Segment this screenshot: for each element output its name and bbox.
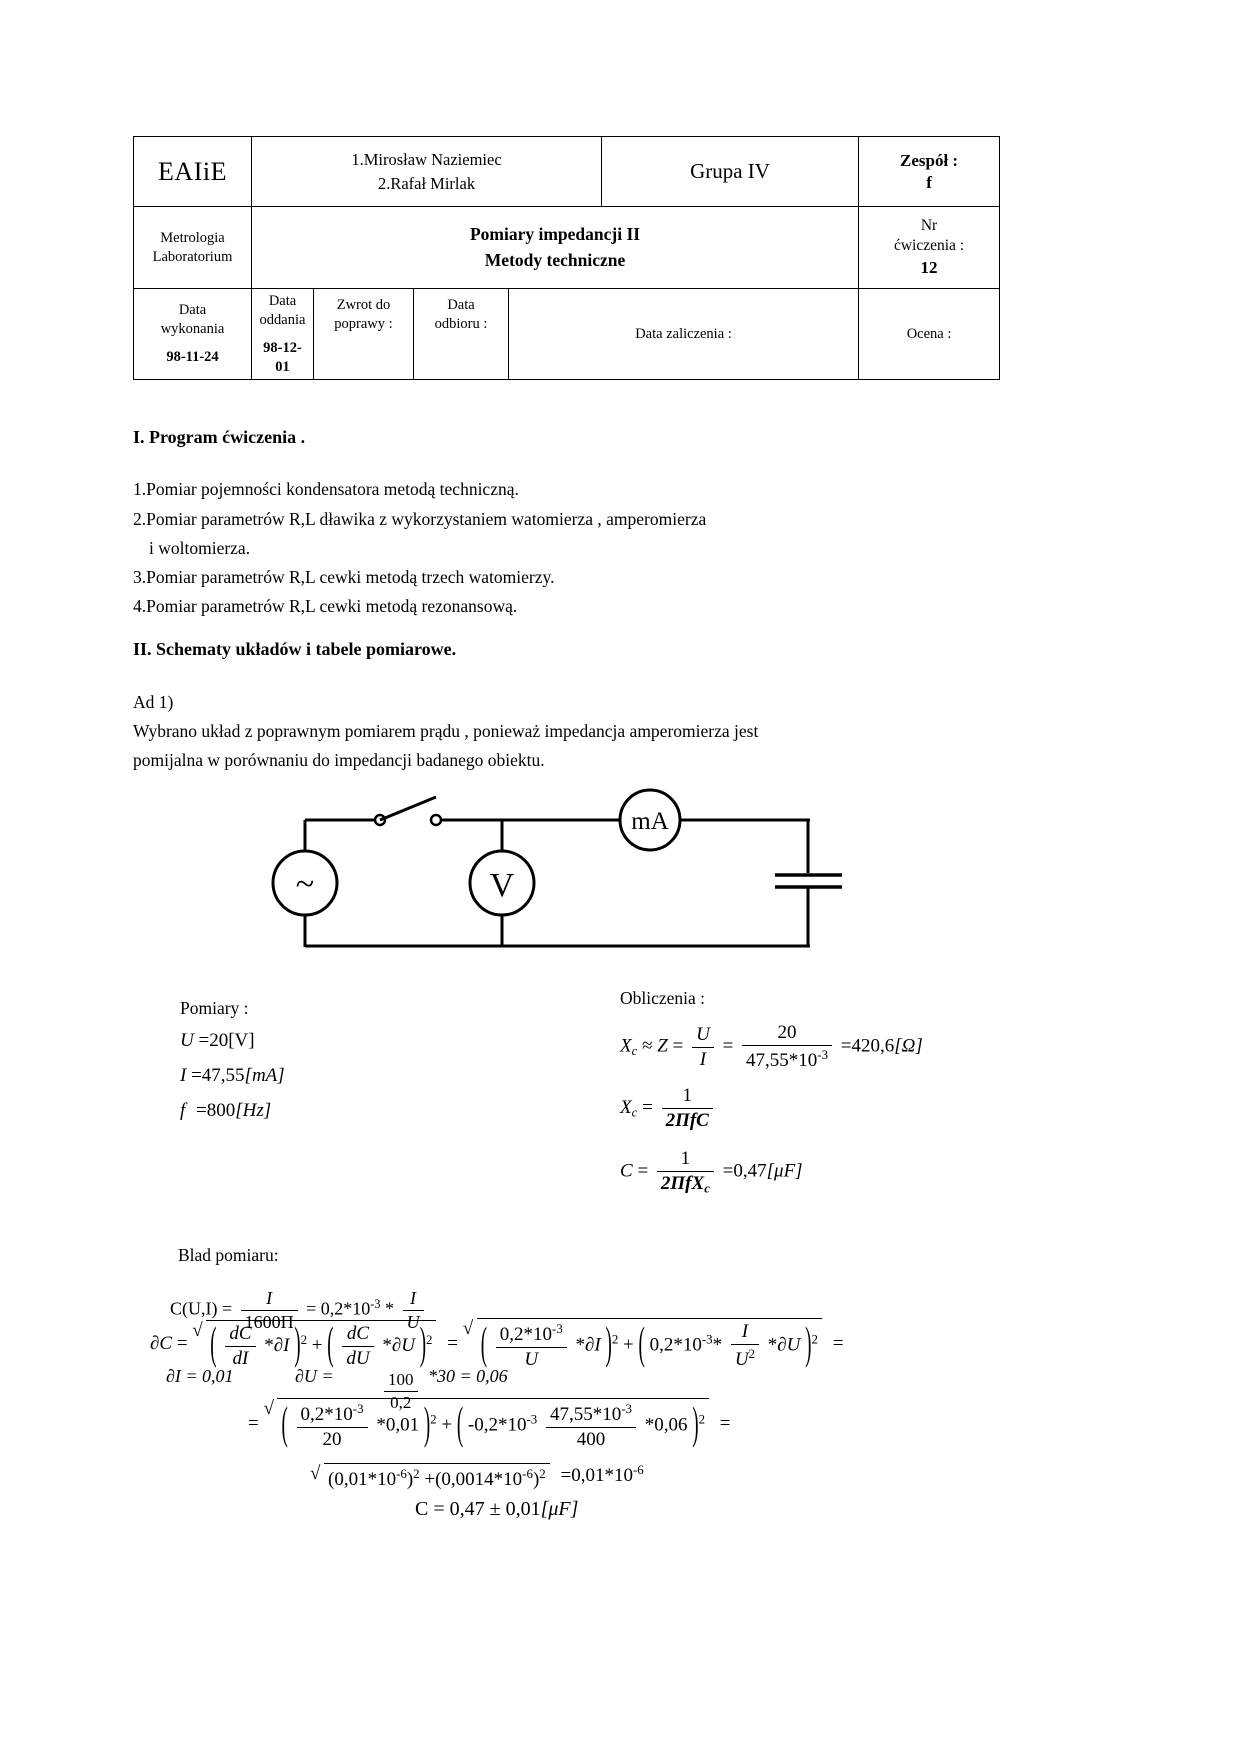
error-final-text: C = 0,47 ± 0,01 [415, 1498, 541, 1520]
ad1-label: Ad 1) [133, 692, 174, 712]
measurement-unit-f: [Hz] [235, 1100, 272, 1121]
error-cui-frac1-num: I [266, 1288, 273, 1308]
error-line1-dC-2: dC [346, 1322, 370, 1344]
error-line2-paren-r2: ) [692, 1399, 699, 1451]
error-final-result [415, 1498, 578, 1521]
error-line3-sq2: 2 [539, 1465, 546, 1481]
error-line1-r2-den-U: U [734, 1349, 749, 1371]
exercise-title-line-2: Metody techniczne [484, 249, 626, 270]
error-line1-sq1: 2 [300, 1331, 308, 1347]
calc-eq-2 [620, 1085, 717, 1132]
error-partial-U-tail-text: *30 = 0,06 [428, 1366, 508, 1386]
receipt-cell[interactable] [414, 289, 509, 380]
error-line1-frac-dCdI [225, 1323, 255, 1370]
error-line3-b: 0,0014*10 [441, 1468, 523, 1490]
error-line1-sq4: 2 [811, 1331, 818, 1347]
calc1-approx: ≈ [642, 1035, 653, 1057]
error-line1-star-1: * [264, 1334, 274, 1356]
error-line2-sqrt [263, 1398, 709, 1451]
calc1-eq: = [672, 1035, 684, 1057]
measurement-eq-f: = [196, 1100, 207, 1121]
error-line1-tail: = [832, 1332, 844, 1354]
error-cui-exp: -3 [370, 1296, 381, 1311]
program-item-3: 3.Pomiar parametrów R,L cewki metodą trzech watomierzy. [133, 567, 555, 587]
measurement-value-f: 800 [206, 1100, 236, 1121]
error-line2-t2-den: 400 [546, 1427, 636, 1451]
exercise-title-line-1: Pomiary impedancji II [469, 224, 641, 245]
error-line-3 [310, 1462, 644, 1491]
error-line3-eq: = [560, 1465, 572, 1487]
receipt-label-1: Data [447, 297, 475, 313]
ac-source-label: ~ [295, 866, 315, 903]
error-line1-paren-r4: ) [805, 1319, 812, 1371]
error-cui-coeff: 0,2*10 [320, 1298, 371, 1319]
error-line1-plus-a: + [311, 1334, 323, 1356]
measurement-unit-I: [mA] [244, 1065, 285, 1086]
error-line1-r1-var: ∂I [585, 1334, 601, 1356]
calc3-eq: = [637, 1160, 649, 1182]
circuit-svg [250, 775, 870, 965]
section-1-heading: I. Program ćwiczenia . [133, 427, 306, 447]
error-final-unit: [μF] [540, 1498, 579, 1520]
course-line-1: Metrologia [160, 229, 225, 246]
error-line3-radicand [324, 1463, 550, 1491]
calc3-den [657, 1171, 714, 1197]
date-done-label-2: wykonania [160, 321, 225, 338]
calc1-lhs-sub: c [631, 1043, 638, 1059]
calc3-den-sub: c [704, 1180, 710, 1196]
calc1-frac2-num: 20 [777, 1022, 797, 1043]
calc-eq-3 [620, 1148, 803, 1197]
voltmeter-label: V [489, 867, 515, 904]
error-line2-t1-val: 0,01 [385, 1414, 420, 1436]
measurements-heading: Pomiary : [180, 998, 249, 1018]
calc3-num: 1 [680, 1148, 691, 1169]
error-line2-paren-r1: ) [423, 1399, 431, 1451]
measurement-symbol-U: U [180, 1030, 194, 1051]
error-line2-sq1: 2 [430, 1411, 437, 1427]
calc3-result: 0,47 [733, 1160, 767, 1182]
error-line3-b-exp: -6 [522, 1465, 533, 1481]
credit-label: Data zaliczenia : [635, 325, 732, 342]
calc1-frac2-den-star: * [788, 1050, 799, 1072]
error-line1-radicand-2 [477, 1318, 822, 1371]
faculty-cell: EAIiE [134, 137, 252, 207]
calc2-num: 1 [682, 1085, 692, 1106]
calc1-frac1-num: U [696, 1023, 710, 1045]
error-cui-eq: = [306, 1298, 317, 1319]
error-line1-r1-den: U [496, 1347, 567, 1371]
error-line3-paren-l2: ( [435, 1468, 442, 1490]
ad1-text-line-1: Wybrano układ z poprawnym pomiarem prądu , ponieważ impedancja amperomierza jest [133, 721, 759, 741]
error-partial-U-text: ∂U = [295, 1366, 334, 1386]
error-line2-plus: + [441, 1414, 453, 1436]
calc3-den-a: 2ΠfX [660, 1173, 705, 1194]
error-line3-radical-icon: √ [310, 1462, 321, 1484]
error-line1-dU-var: ∂U [391, 1334, 415, 1356]
team-label: Zespół : [899, 151, 959, 171]
error-line2-t2-num-a: 47,55*10 [549, 1404, 622, 1426]
error-line3-a-exp: -6 [396, 1465, 407, 1481]
error-line-1 [150, 1318, 843, 1371]
error-partial-I-text: ∂I = 0,01 [166, 1366, 234, 1386]
error-cui-star: * [385, 1298, 394, 1319]
error-line1-paren-r3: ) [605, 1319, 612, 1371]
date-given-value: 98-12-01 [263, 339, 302, 375]
error-heading: Blad pomiaru: [178, 1245, 279, 1265]
calc2-fraction [662, 1085, 713, 1132]
date-given-label-1: Data [268, 293, 297, 309]
error-line1-r2-star2: * [767, 1334, 778, 1356]
error-line1-paren-r2: ) [419, 1319, 427, 1371]
error-line1-paren-r1: ) [294, 1319, 301, 1371]
calc1-lhs: X [620, 1035, 632, 1057]
date-done-label-1: Data [178, 302, 207, 319]
error-line2-t1-den: 20 [297, 1427, 368, 1451]
calc1-frac1-den: I [692, 1047, 714, 1071]
error-line1-radicand [206, 1320, 436, 1370]
error-line2-radical-icon: √ [263, 1398, 274, 1419]
calc3-fraction [657, 1148, 714, 1197]
error-line1-lhs: ∂C [150, 1332, 173, 1354]
measurement-symbol-f: f [180, 1100, 186, 1121]
switch-contact-right-icon [431, 815, 441, 825]
team-cell [859, 137, 1000, 207]
error-line1-paren-l1: ( [210, 1319, 217, 1371]
measurement-row-I [180, 1065, 285, 1087]
calc1-fraction-value [742, 1022, 832, 1072]
error-line2-frac-2 [546, 1401, 636, 1451]
error-line3-res: 0,01*10 [571, 1465, 633, 1487]
error-line3-a: 0,01*10 [334, 1468, 397, 1490]
circuit-diagram [250, 775, 870, 970]
error-cui-frac1-den: 1600Π [241, 1310, 298, 1333]
error-line2-t2-num [546, 1401, 636, 1427]
error-line3-paren-l1: ( [328, 1468, 335, 1490]
calc1-frac2-den [742, 1045, 832, 1072]
date-done-cell[interactable] [134, 289, 252, 380]
calc1-z: Z [657, 1035, 668, 1057]
error-line2-tail: = [719, 1412, 731, 1434]
error-line1-sq3: 2 [611, 1331, 619, 1347]
error-line1-plus: + [623, 1334, 634, 1356]
error-line1-r1-exp: -3 [552, 1321, 563, 1336]
author-1: 1.Mirosław Naziemiec [351, 150, 502, 170]
authors-cell [252, 137, 602, 207]
calc2-lhs: X [620, 1096, 632, 1118]
calc1-eq3: = [840, 1035, 852, 1057]
return-cell[interactable] [314, 289, 414, 380]
calc3-lhs: C [620, 1160, 633, 1182]
measurement-eq-I: = [191, 1065, 202, 1086]
error-line1-frac-r2 [731, 1321, 759, 1371]
date-done-value: 98-11-24 [166, 349, 219, 366]
calc1-unit: [Ω] [894, 1035, 923, 1057]
return-label-1: Zwrot do [336, 297, 391, 313]
error-partial-U-den: 0,2 [384, 1391, 418, 1413]
error-line3-paren-r1: ) [406, 1468, 414, 1490]
measurement-row-U [180, 1030, 255, 1052]
course-cell [134, 207, 252, 289]
course-line-2: Laboratorium [152, 248, 233, 265]
error-line1-dC-1: dC [229, 1322, 252, 1344]
error-cui-label: C(U,I) = [170, 1298, 233, 1319]
nr-label-line-1: Nr [920, 217, 938, 235]
error-line1-r1-num [496, 1321, 567, 1347]
error-line2-paren-l2: ( [456, 1399, 464, 1451]
error-line3-sqrt [310, 1463, 550, 1491]
receipt-label-2: odbioru : [434, 315, 488, 332]
error-line2-t2-val: 0,06 [654, 1414, 688, 1436]
error-line1-radical-icon: √ [192, 1319, 203, 1341]
error-line2-t2-exp: -3 [526, 1411, 538, 1427]
calc3-unit: [μF] [766, 1160, 803, 1182]
grade-label: Ocena : [906, 325, 952, 342]
calc1-frac2-den-b: 10 [798, 1050, 818, 1072]
exercise-number-cell [859, 207, 1000, 289]
error-line1-r2-den-exp: 2 [748, 1346, 756, 1361]
section-2-heading: II. Schematy układów i tabele pomiarowe. [133, 639, 457, 659]
error-line1-frac-dCdU [342, 1323, 373, 1370]
error-line1-sq2: 2 [426, 1331, 433, 1347]
nr-value: 12 [920, 257, 938, 277]
error-line3-paren-r2: ) [532, 1468, 540, 1490]
error-line1-eq: = [176, 1332, 188, 1354]
error-line3-res-exp: -6 [632, 1462, 644, 1477]
calc1-eq2: = [722, 1035, 734, 1057]
error-line2-t2-num-exp: -3 [621, 1401, 632, 1416]
measurement-symbol-I: I [180, 1065, 187, 1086]
error-partial-I [166, 1366, 234, 1387]
calc2-lhs-sub: c [631, 1104, 638, 1120]
error-cui-frac2-num: I [410, 1288, 416, 1308]
calc-eq-1 [620, 1022, 923, 1072]
calc1-frac2-den-a: 47,55 [746, 1050, 789, 1072]
error-line1-dU: dU [342, 1346, 373, 1370]
measurement-eq-U: = [198, 1030, 210, 1051]
error-line1-r1-coeff: 0,2*10 [499, 1324, 553, 1346]
calc1-fraction-UI [692, 1024, 714, 1071]
error-line1-dI: dI [225, 1346, 255, 1370]
error-line1-r2-a: 0,2*10 [649, 1334, 702, 1356]
nr-label-line-2: ćwiczenia : [893, 237, 965, 255]
ammeter-label: mA [631, 808, 669, 835]
error-line2-t1-num [297, 1401, 368, 1427]
ad1-text-line-2: pomijalna w porównaniu do impedancji badanego obiektu. [133, 750, 545, 770]
error-line2-t1-exp: -3 [352, 1401, 364, 1416]
error-line1-r1-star: * [575, 1334, 586, 1356]
error-line2-paren-l1: ( [281, 1399, 288, 1451]
error-line2-sq2: 2 [698, 1411, 706, 1427]
error-line3-sq1: 2 [413, 1465, 420, 1481]
return-label-2: poprawy : [334, 315, 393, 332]
calc1-result: 420,6 [851, 1035, 895, 1057]
error-line1-r2-star: * [712, 1334, 723, 1356]
error-line1-paren-l4: ( [638, 1319, 645, 1371]
group-cell: Grupa IV [602, 137, 859, 207]
calc3-eq2: = [722, 1160, 734, 1182]
program-item-1: 1.Pomiar pojemności kondensatora metodą techniczną. [133, 479, 519, 499]
calc1-frac2-den-exp: -3 [817, 1047, 829, 1062]
error-line1-r2-den [731, 1344, 759, 1371]
error-line2-eq: = [248, 1412, 259, 1434]
grade-cell[interactable] [859, 289, 1000, 380]
error-line1-paren-l2: ( [327, 1319, 334, 1371]
error-partial-U-tail [428, 1366, 508, 1387]
error-line1-dI-var: ∂I [273, 1334, 290, 1356]
program-item-2: 2.Pomiar parametrów R,L dławika z wykorzystaniem watomierza , amperomierza [133, 509, 707, 529]
exercise-title-cell [252, 207, 859, 289]
error-line2-t1-coeff: 0,2*10 [300, 1404, 353, 1426]
measurement-row-f [180, 1100, 271, 1122]
error-line2-radicand [277, 1398, 709, 1451]
program-item-4: 4.Pomiar parametrów R,L cewki metodą rezonansową. [133, 596, 518, 616]
author-2: 2.Rafał Mirlak [377, 173, 476, 193]
team-value: f [926, 172, 932, 192]
measurement-value-I: 47,55 [201, 1065, 245, 1086]
error-line1-paren-l3: ( [480, 1319, 488, 1371]
switch-blade-icon [380, 797, 436, 820]
date-given-label-2: oddania [259, 311, 306, 328]
error-line2-t2-star: * [644, 1414, 655, 1436]
error-line1-radical-icon-2: √ [462, 1318, 474, 1339]
error-line2-frac-1 [297, 1401, 368, 1451]
error-line1-sqrt-2 [463, 1318, 822, 1371]
error-cui-frac2-den: U [403, 1310, 424, 1333]
error-line1-r2-var: ∂U [777, 1334, 801, 1356]
error-partial-U-num: 100 [388, 1370, 414, 1389]
error-line1-sqrt [192, 1320, 436, 1370]
calculations-heading: Obliczenia : [620, 988, 706, 1008]
error-line-2 [248, 1398, 731, 1451]
date-given-cell[interactable] [252, 289, 314, 380]
error-line1-r2-exp: -3 [701, 1331, 713, 1347]
error-line1-r2-num: I [741, 1321, 749, 1342]
report-header-table [133, 136, 1000, 380]
error-line1-star-2: * [382, 1334, 392, 1356]
measurement-value-U: 20 [209, 1030, 229, 1051]
error-line2-t2-a: -0,2*10 [467, 1414, 527, 1436]
measurement-unit-U: [V] [228, 1030, 255, 1051]
calc2-den: 2ΠfC [662, 1108, 713, 1132]
program-item-2-cont: i woltomierza. [149, 538, 251, 558]
error-line1-res-eq: = [447, 1332, 458, 1354]
error-partial-U [295, 1366, 334, 1387]
calc2-eq: = [642, 1096, 653, 1118]
credit-cell[interactable] [509, 289, 859, 380]
error-line3-plus: + [424, 1468, 436, 1490]
error-line1-frac-r1 [496, 1321, 567, 1371]
error-line2-t1-star: * [376, 1414, 386, 1436]
